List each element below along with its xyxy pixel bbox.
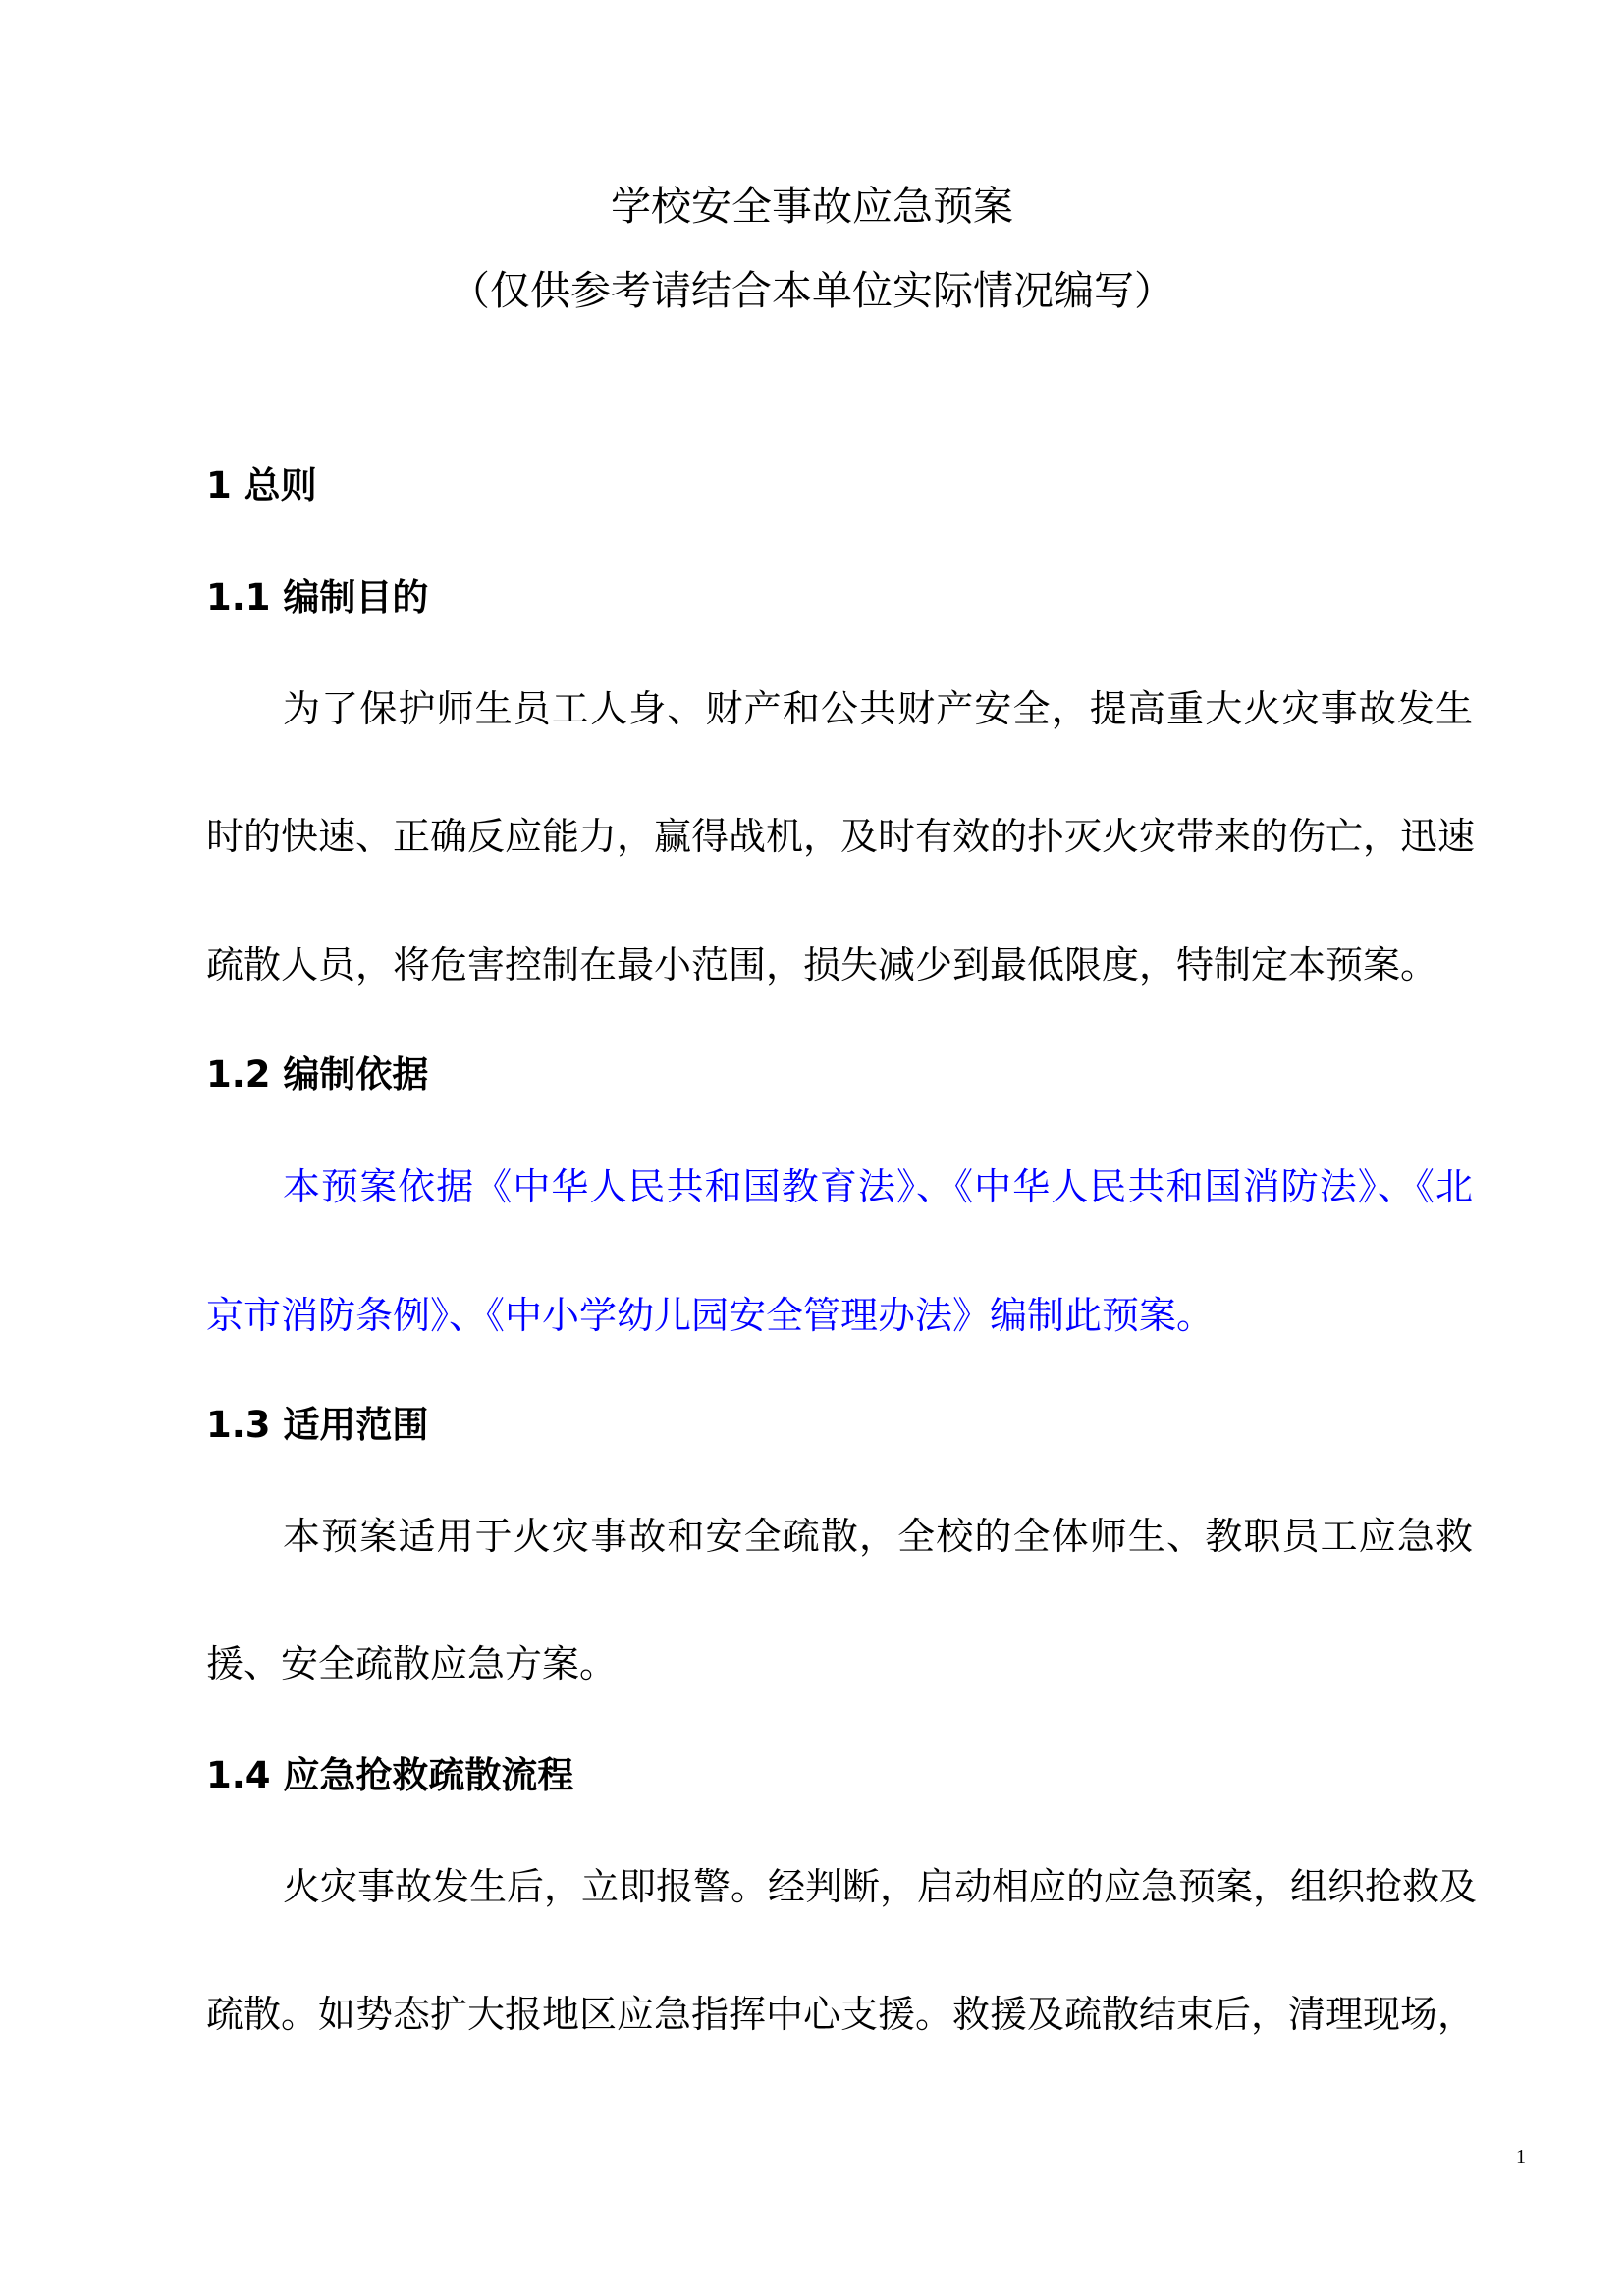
- section-heading-1-2: 1.2 编制依据: [206, 1053, 429, 1095]
- paragraph-line: 援、安全疏散应急方案。: [206, 1642, 618, 1685]
- page-number: 1: [1516, 2146, 1526, 2167]
- section-heading-1-4: 1.4 应急抢救疏散流程: [206, 1754, 574, 1796]
- paragraph-line: 疏散人员，将危害控制在最小范围，损失减少到最低限度，特制定本预案。: [206, 943, 1438, 987]
- paragraph-line: 本预案适用于火灾事故和安全疏散，全校的全体师生、教职员工应急救: [283, 1515, 1473, 1558]
- reference-line: 京市消防条例》、《中小学幼儿园安全管理办法》编制此预案。: [206, 1294, 1215, 1337]
- paragraph-line: 火灾事故发生后，立即报警。经判断，启动相应的应急预案，组织抢救及: [283, 1865, 1478, 1908]
- document-subtitle: （仅供参考请结合本单位实际情况编写）: [450, 267, 1174, 314]
- section-heading-1: 1 总则: [206, 464, 317, 507]
- paragraph-line: 疏散。如势态扩大报地区应急指挥中心支援。救援及疏散结束后，清理现场，: [206, 1993, 1476, 2036]
- paragraph-line: 时的快速、正确反应能力，赢得战机，及时有效的扑灭火灾带来的伤亡，迅速: [206, 815, 1476, 858]
- document-title: 学校安全事故应急预案: [611, 183, 1013, 230]
- section-heading-1-3: 1.3 适用范围: [206, 1404, 429, 1446]
- paragraph-line: 为了保护师生员工人身、财产和公共财产安全，提高重大火灾事故发生: [283, 687, 1473, 730]
- section-heading-1-1: 1.1 编制目的: [206, 576, 429, 618]
- reference-line: 本预案依据《中华人民共和国教育法》、《中华人民共和国消防法》、《北: [283, 1165, 1473, 1208]
